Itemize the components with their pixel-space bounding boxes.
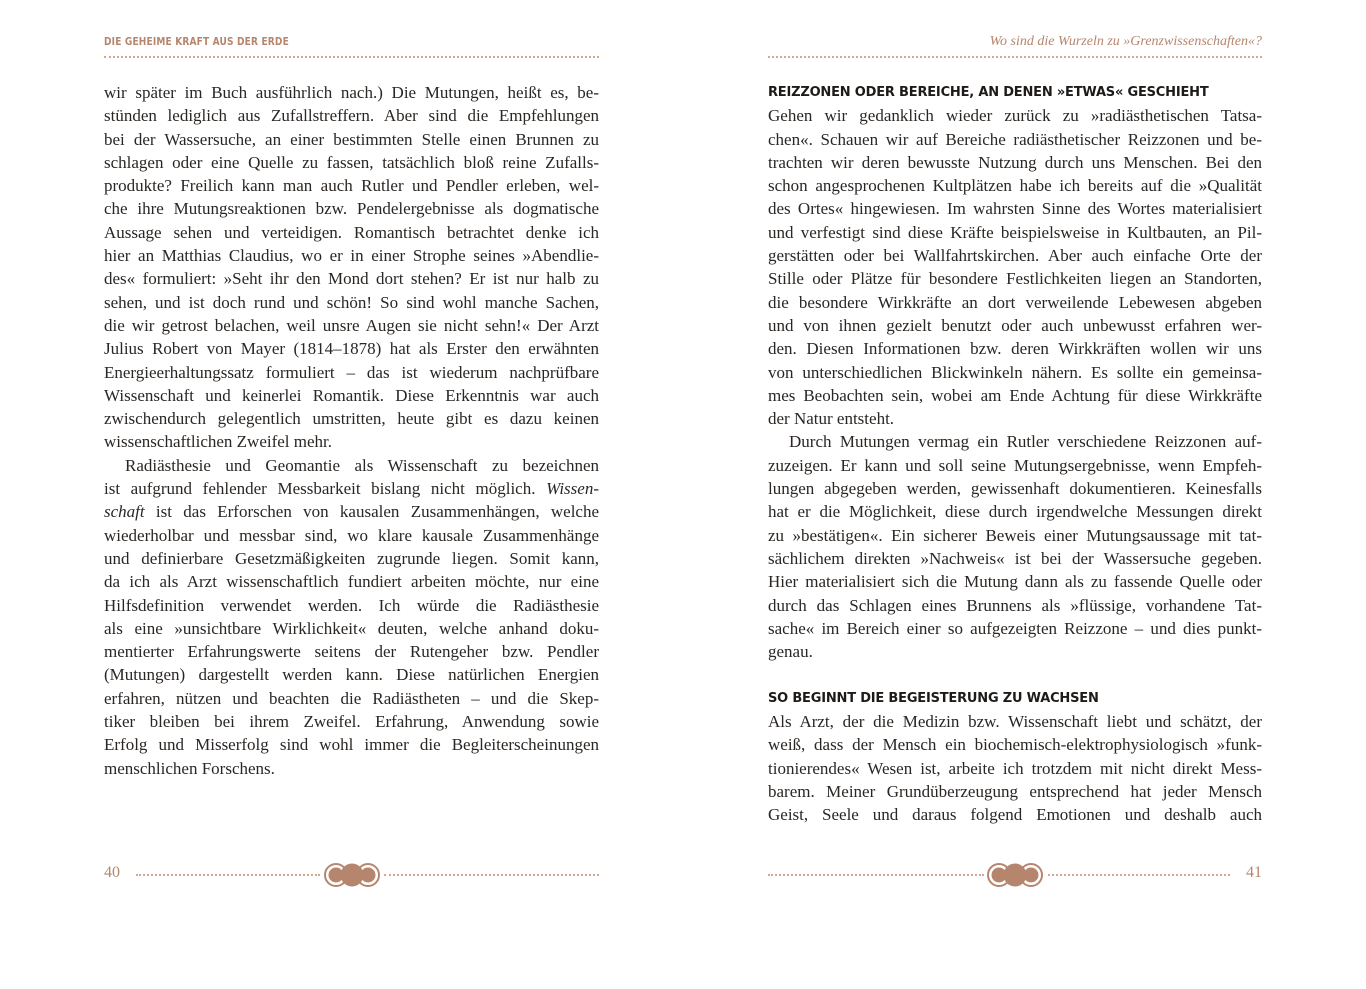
text-line-mixed: [104, 477, 599, 500]
text-line: Julius Robert von Mayer (1814–1878) hat als Erster den erwähnten: [104, 339, 599, 359]
text-span: ist das Erforschen von kausalen Zusammenhängen, welche: [155, 502, 599, 522]
text-line: Durch Mutungen vermag ein Rutler verschiedene Reizzonen auf-: [789, 432, 1262, 452]
paragraph-gap: [768, 663, 1262, 686]
text-line: mentierter Erfahrungswerte seitens der Rutengeher bzw. Pendler: [104, 642, 599, 662]
circles-ornament-icon: [323, 862, 381, 888]
text-line: schon angesprochenen Kultplätzen habe ich bereits auf die »Qualität: [768, 176, 1262, 196]
text-line: von unterschiedlichen Blickwinkeln nähern. Es sollte ein gemeinsa-: [768, 362, 1262, 382]
text-line: menschlichen Forschens.: [104, 758, 275, 778]
text-line: als eine »unsichtbare Wirklichkeit« deuten, welche anhand doku-: [104, 618, 599, 638]
footer-dotted-rule: [1048, 874, 1230, 876]
footer-dotted-rule: [136, 874, 320, 876]
body-text-right: [768, 81, 1262, 827]
footer-right: [768, 862, 1262, 888]
text-span: ist aufgrund fehlender Messbarkeit bislang nicht möglich.: [104, 479, 536, 499]
text-line: durch das Schlagen eines Brunnens als »flüssige, vorhandene Tat-: [768, 595, 1262, 615]
italic-term: Wissen-: [546, 479, 599, 499]
text-line: Energieerhaltungssatz formuliert – das ist wiederum nachprüfbare: [104, 362, 599, 382]
text-line: weiß, dass der Mensch ein biochemisch-elektrophysiologisch »funk-: [768, 735, 1262, 755]
text-line: wiederholbar und messbar sind, wo klare kausale Zusammenhänge: [104, 525, 599, 545]
text-line: Als Arzt, der die Medizin bzw. Wissenschaft liebt und schätzt, der: [768, 712, 1262, 732]
text-line: zu »bestätigen«. Ein sicherer Beweis einer Mutungsaussage mit tat-: [768, 525, 1262, 545]
text-line: sehen, und ist doch rund und schön! So sind wohl manche Sachen,: [104, 292, 599, 312]
text-line: schlagen oder eine Quelle zu fassen, tatsächlich bloß reine Zufalls-: [104, 152, 599, 172]
section-heading: REIZZONEN ODER BEREICHE, AN DENEN »ETWAS« GESCHIEHT: [768, 85, 1209, 100]
text-line: hat er die Möglichkeit, diese durch irgendwelche Messungen direkt: [768, 502, 1262, 522]
text-line: Erfolg und Misserfolg sind wohl immer die Begleiterscheinungen: [104, 735, 599, 755]
header-dotted-rule: [768, 56, 1262, 58]
text-line: hier an Matthias Claudius, wo er in einer Strophe seines »Abendlie-: [104, 246, 599, 266]
text-line: des« formuliert: »Seht ihr den Mond dort stehen? Er ist nur halb zu: [104, 269, 599, 289]
header-dotted-rule: [104, 56, 599, 58]
text-line: chen«. Schauen wir auf Bereiche radiästhetischer Reizzonen und be-: [768, 129, 1262, 149]
footer-dotted-rule: [768, 874, 984, 876]
text-line: stünden lediglich aus Zufallstreffern. Aber sind die Empfehlungen: [104, 106, 599, 126]
text-line: Hier materialisiert sich die Mutung dann als zu fassende Quelle oder: [768, 572, 1262, 592]
text-line: Radiästhesie und Geomantie als Wissenschaft zu bezeichnen: [125, 455, 599, 475]
text-line: zuzeigen. Er kann und soll seine Mutungsergebnisse, wenn Empfeh-: [768, 455, 1262, 475]
running-head-right: Wo sind die Wurzeln zu »Grenzwissenschaften«?: [989, 34, 1262, 49]
text-line: die besondere Wirkkräfte an dort verweilende Lebewesen abgeben: [768, 292, 1262, 312]
text-line: (Mutungen) dargestellt werden kann. Diese natürlichen Energien: [104, 665, 599, 685]
text-line: den. Diesen Informationen bzw. deren Wirkkräften wollen wir uns: [768, 339, 1262, 359]
text-line: wir später im Buch ausführlich nach.) Die Mutungen, heißt es, be-: [104, 83, 599, 102]
text-line: barem. Meiner Grundüberzeugung entsprechend hat jeder Mensch: [768, 781, 1262, 801]
page-number: 40: [104, 864, 120, 881]
text-line: gerstätten oder bei Wallfahrtskirchen. Aber auch einfache Orte der: [768, 246, 1262, 266]
text-line: Wissenschaft und keinerlei Romantik. Diese Erkenntnis war auch: [104, 385, 599, 405]
text-line: die wir getrost belachen, weil unsre Augen sie nicht sehn!« Der Arzt: [104, 315, 599, 335]
text-line: tionierendes« Wesen ist, arbeite ich trotzdem mit nicht direkt Mess-: [768, 758, 1262, 778]
footer-left: [104, 862, 599, 888]
text-line: genau.: [768, 642, 813, 662]
circles-ornament-icon: [986, 862, 1044, 888]
text-line: Aussage sehen und verteidigen. Romantisch betrachtet denke ich: [104, 222, 599, 242]
italic-term: schaft: [104, 502, 145, 522]
text-line: wissenschaftlichen Zweifel mehr.: [104, 432, 333, 452]
text-line: und von ihnen gezielt benutzt oder auch unbewusst erfahren wer-: [768, 315, 1262, 335]
text-line: der Natur entsteht.: [768, 409, 895, 429]
text-line: sache« im Bereich einer so aufgezeigten Reizzone – und dies punkt-: [768, 618, 1262, 638]
section-heading: SO BEGINNT DIE BEGEISTERUNG ZU WACHSEN: [768, 690, 1099, 706]
text-line: des Ortes« hingewiesen. Im wahrsten Sinne des Wortes materialisiert: [768, 199, 1262, 219]
text-line: che ihre Mutungsreaktionen bzw. Pendelergebnisse als dogmatische: [104, 199, 599, 219]
text-line: Stille oder Plätze für besondere Festlichkeiten liegen an Standorten,: [768, 269, 1262, 289]
text-line: Geist, Seele und daraus folgend Emotionen und deshalb auch: [768, 805, 1262, 825]
text-line: und definierbare Gesetzmäßigkeiten zugrunde liegen. Somit kann,: [104, 548, 599, 568]
text-line: erfahren, nützen und beachten die Radiästheten – und die Skep-: [104, 688, 599, 708]
text-line: Gehen wir gedanklich wieder zurück zu »radiästhetischen Tatsa-: [768, 106, 1262, 126]
right-page: [683, 0, 1366, 989]
text-line-mixed: [104, 500, 599, 523]
text-line: da ich als Arzt wissenschaftlich fundiert arbeiten möchte, nur eine: [104, 572, 599, 592]
text-line: Hilfsdefinition verwendet werden. Ich würde die Radiästhesie: [104, 595, 599, 615]
text-line: lungen abgegeben werden, gewissenhaft dokumentieren. Keinesfalls: [768, 479, 1262, 499]
page-number: 41: [1246, 864, 1262, 881]
footer-dotted-rule: [384, 874, 599, 876]
text-line: trachten wir deren bewusste Nutzung durch uns Menschen. Bei den: [768, 152, 1262, 172]
running-head-left: DIE GEHEIME KRAFT AUS DER ERDE: [104, 36, 289, 48]
text-line: bei der Wassersuche, an einer bestimmten Stelle einen Brunnen zu: [104, 129, 599, 149]
text-line: tiker bleiben bei ihrem Zweifel. Erfahrung, Anwendung sowie: [104, 712, 599, 732]
text-line: mes Beobachten sein, wobei am Ende Achtung für diese Wirkkräfte: [768, 385, 1262, 405]
text-line: produkte? Freilich kann man auch Rutler und Pendler erleben, wel-: [104, 176, 599, 196]
body-text-left: [104, 81, 599, 780]
text-line: sächlichem direkten »Nachweis« ist bei der Wassersuche gegeben.: [768, 548, 1262, 568]
text-line: und verfestigt sind diese Kräfte beispielsweise in Kultbauten, an Pil-: [768, 222, 1262, 242]
text-line: zwischendurch gelegentlich umstritten, heute gibt es dazu keinen: [104, 409, 599, 429]
